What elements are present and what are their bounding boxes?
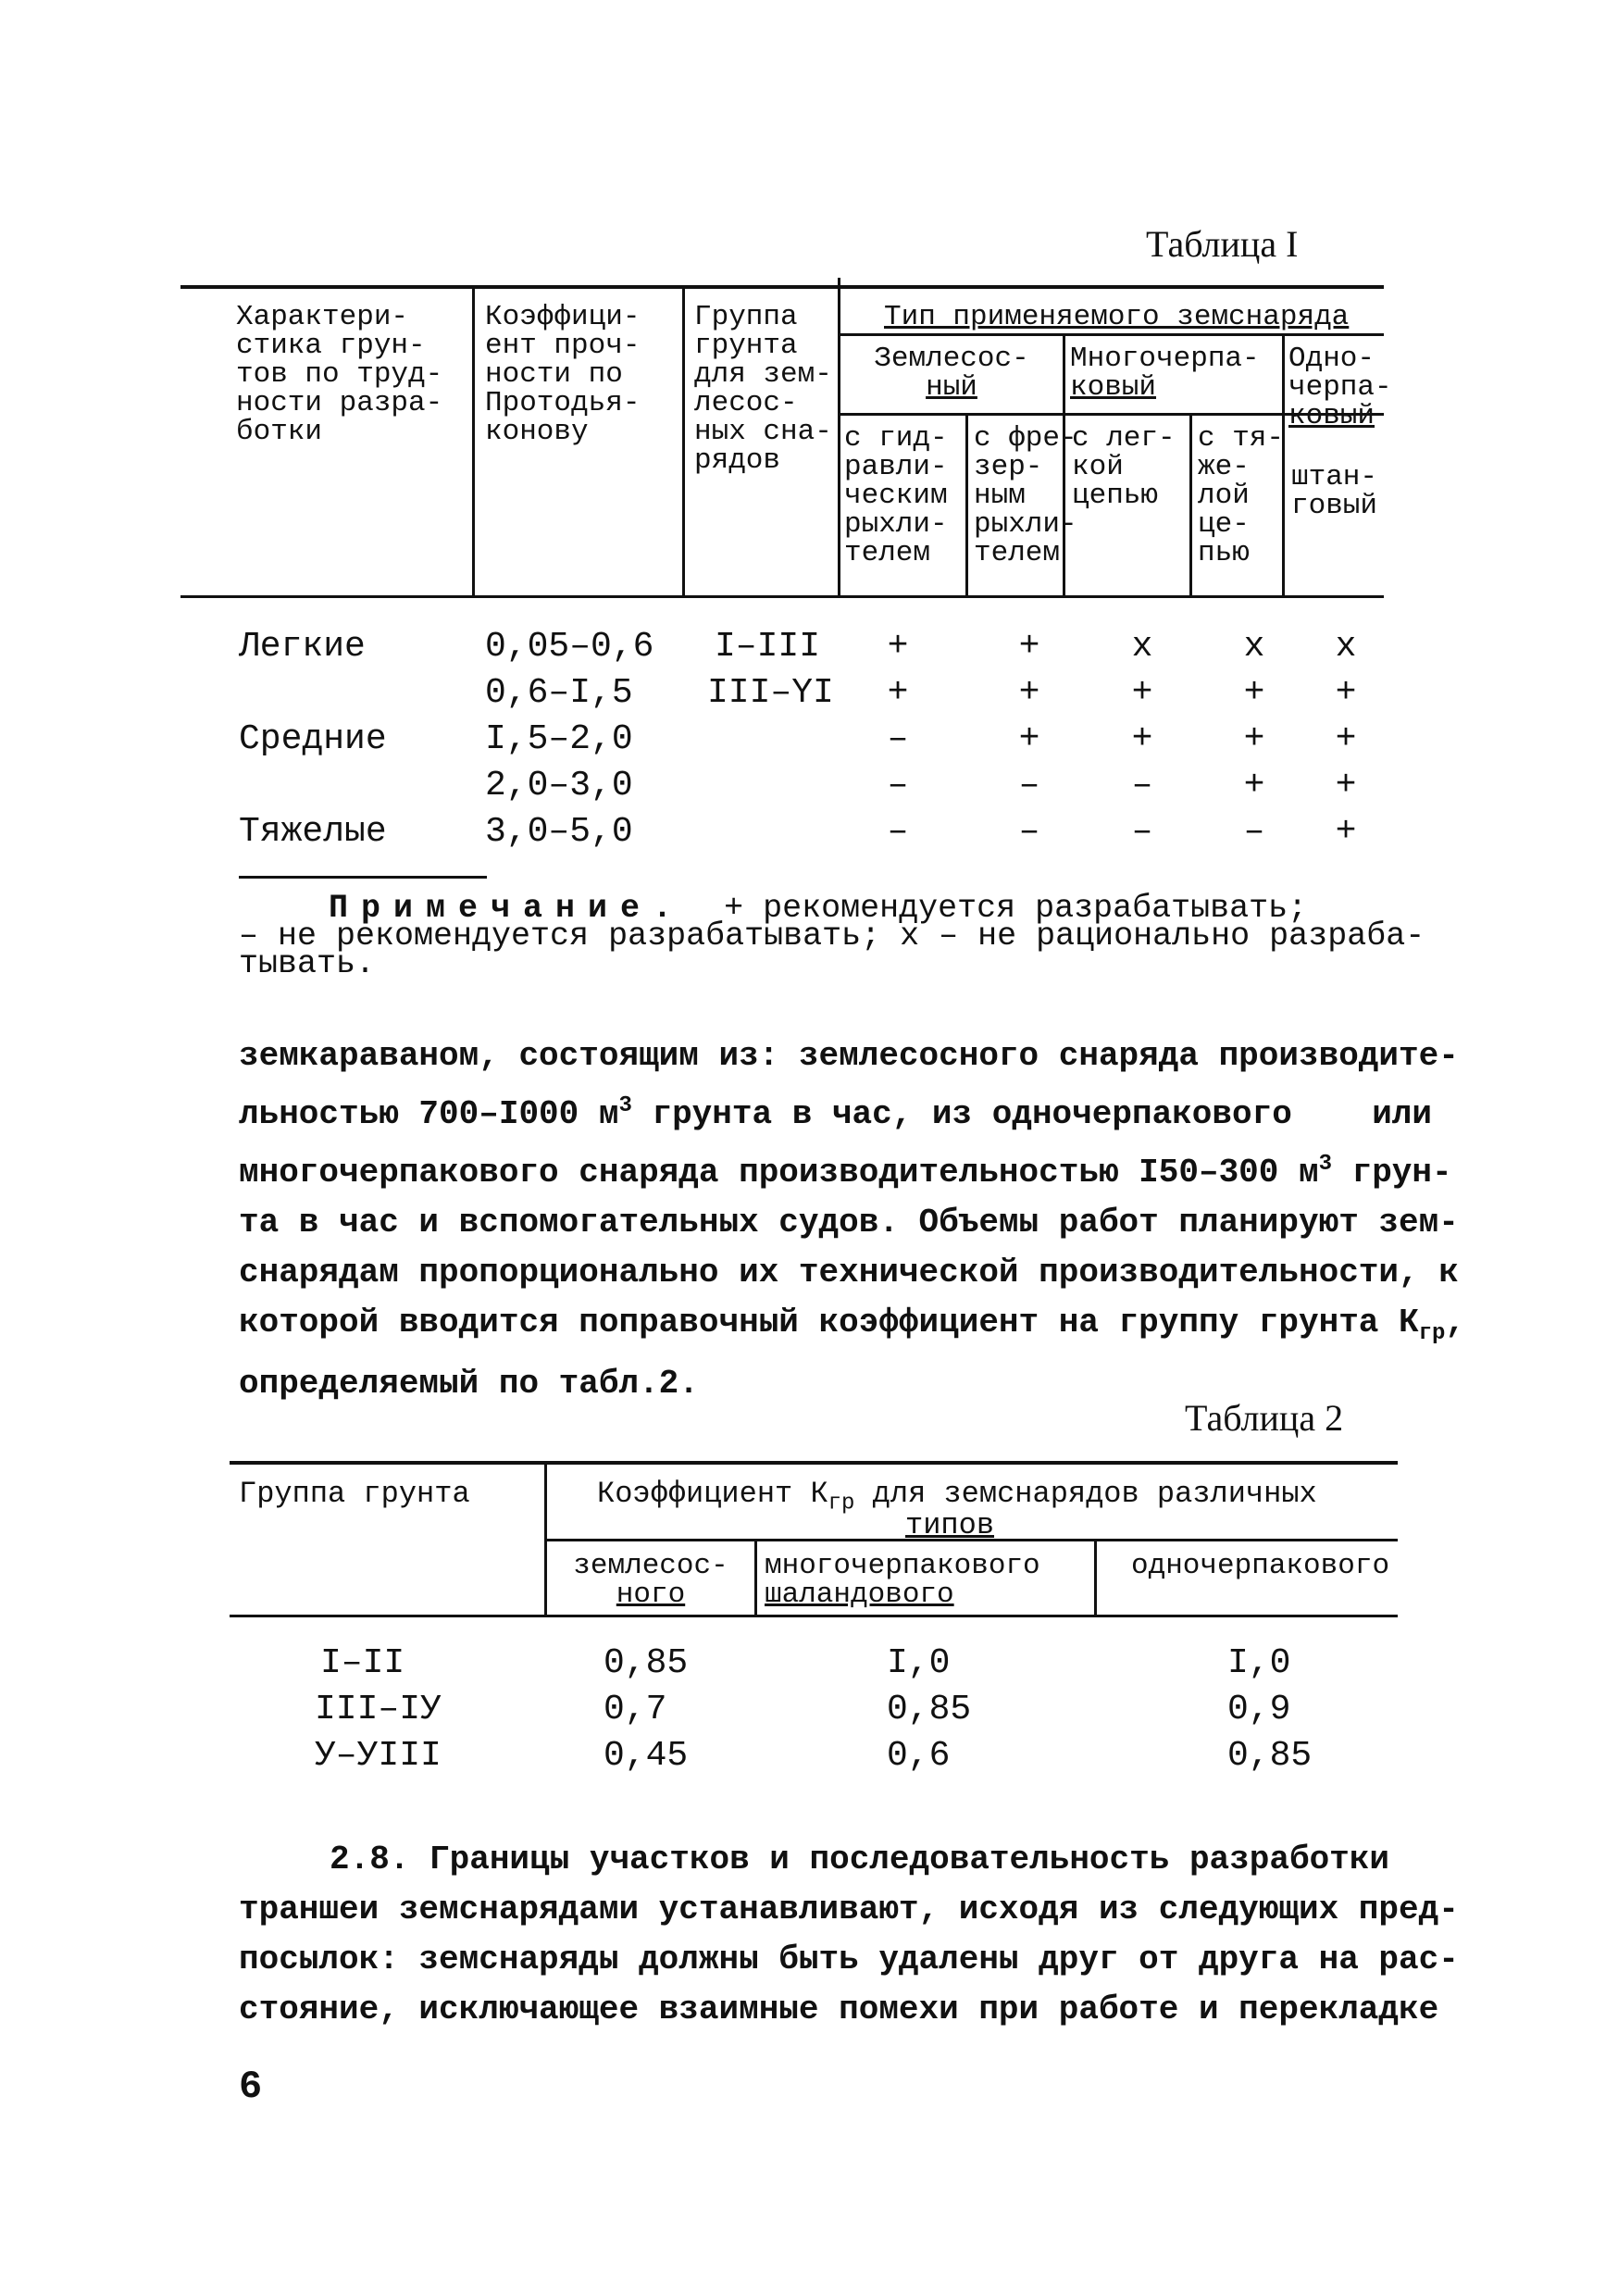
- table2-cell-single: 0,9: [1227, 1690, 1291, 1729]
- table1-dredge-type-rule: [838, 333, 1384, 336]
- table1-cell-mark: +: [1335, 766, 1357, 805]
- table1-cell-mark: +: [887, 673, 909, 713]
- paragraph-line: определяемый по табл.2.: [239, 1365, 699, 1404]
- table1-cell-group: III–YI: [707, 673, 834, 713]
- table1-cell-mark: +: [1018, 673, 1040, 713]
- table1-cell-characteristic: Легкие: [239, 627, 366, 667]
- table1-cell-coef: 0,6–I,5: [485, 673, 633, 713]
- table2-head-single-bucket: одночерпакового: [1131, 1550, 1390, 1582]
- table1-cell-mark: +: [1018, 627, 1040, 667]
- table1-cell-mark: x: [1243, 627, 1265, 667]
- table1-vline-3: [838, 278, 840, 595]
- table1-top-rule: [180, 285, 1384, 289]
- table1-head-dredge-type: Тип применяемого земснаряда: [884, 301, 1350, 333]
- table1-footnote-rule: [239, 876, 487, 879]
- paragraph-line: льностью 700–I000 $м^3$ грунта в час, из одночерпакового или: [239, 1093, 1433, 1133]
- table2-head-coefficient-types: типов: [905, 1508, 995, 1542]
- table1-header-bottom-rule: [180, 595, 1384, 598]
- table1-head-single-bucket: Одно- черпа- ковый: [1288, 343, 1392, 432]
- table2-cell-group: У–УIII: [315, 1736, 442, 1776]
- table1-cell-mark: –: [887, 719, 909, 759]
- table2-cell-group: III–IУ: [315, 1690, 442, 1729]
- table1-head-characteristic: Характери- стика грун- тов по труд- ности разра- ботки: [236, 301, 443, 448]
- paragraph-line: посылок: земснаряды должны быть удалены друг от друга на рас-: [239, 1940, 1459, 1978]
- table1-cell-coef: I,5–2,0: [485, 719, 633, 759]
- note-label: Примечание.: [329, 890, 686, 927]
- table2-head-soil-group: Группа грунта: [239, 1477, 470, 1511]
- table1-head-milling: с фре- зер- ным рыхли- телем: [974, 422, 1077, 569]
- table1-cell-mark: +: [1335, 812, 1357, 852]
- table1-cell-mark: +: [1335, 719, 1357, 759]
- table1-cell-mark: –: [1131, 812, 1153, 852]
- table1-vline-1: [472, 287, 475, 595]
- note-line-3: тывать.: [239, 945, 376, 982]
- table1-cell-mark: +: [1335, 673, 1357, 713]
- table1-caption: Таблица I: [1146, 223, 1299, 265]
- table2-cell-group: I–II: [320, 1643, 405, 1683]
- paragraph-line: траншеи земснарядами устанавливают, исходя из следующих пред-: [239, 1890, 1459, 1928]
- table1-head-rod: штан- говый: [1291, 461, 1378, 522]
- table1-cell-group: I–III: [715, 627, 821, 667]
- table2-vline-3: [1094, 1541, 1097, 1615]
- paragraph-line: та в час и вспомогательных судов. Объемы работ планируют зем-: [239, 1204, 1459, 1242]
- table2-head-suction: землесос- ного: [573, 1550, 728, 1611]
- table2-caption: Таблица 2: [1185, 1397, 1344, 1439]
- table1-vline-4: [965, 413, 968, 595]
- table2-cell-single: I,0: [1227, 1643, 1291, 1683]
- table1-cell-mark: +: [1243, 719, 1265, 759]
- table1-cell-mark: –: [1131, 766, 1153, 805]
- table1-cell-mark: –: [1018, 812, 1040, 852]
- paragraph-line: которой вводится поправочный коэффициент на группу грунта $К_{гр}$,: [239, 1304, 1466, 1347]
- table1-cell-characteristic: Тяжелые: [239, 812, 387, 852]
- paragraph-line: 2.8. Границы участков и последовательность разработки: [330, 1841, 1389, 1878]
- table2-cell-multi: I,0: [887, 1643, 951, 1683]
- paragraph-line: многочерпакового снаряда производительностью I50–300 $м^3$ грун-: [239, 1152, 1452, 1192]
- table1-head-light-chain: с лег- кой цепью: [1072, 422, 1176, 512]
- table1-cell-mark: +: [1131, 719, 1153, 759]
- paragraph-line: стояние, исключающее взаимные помехи при работе и перекладке: [239, 1990, 1439, 2028]
- table1-head-heavy-chain: с тя- же- лой це- пью: [1198, 422, 1285, 569]
- table2-head-multi-bucket: многочерпакового шаландового: [765, 1550, 1040, 1611]
- table1-cell-mark: x: [1131, 627, 1153, 667]
- table1-cell-coef: 3,0–5,0: [485, 812, 633, 852]
- table1-cell-mark: +: [1131, 673, 1153, 713]
- table2-cell-suction: 0,45: [604, 1736, 689, 1776]
- table1-cell-mark: –: [1018, 766, 1040, 805]
- table1-cell-mark: x: [1335, 627, 1357, 667]
- table2-header-bottom-rule: [230, 1615, 1398, 1617]
- table2-vline-1: [544, 1463, 547, 1615]
- table1-cell-mark: –: [1243, 812, 1265, 852]
- table2-cell-single: 0,85: [1227, 1736, 1313, 1776]
- table1-cell-coef: 0,05–0,6: [485, 627, 654, 667]
- page-number: 6: [239, 2065, 263, 2109]
- table1-vline-6: [1189, 413, 1192, 595]
- table1-head-multi-bucket: Многочерпа- ковый: [1070, 343, 1260, 404]
- note-line-1: Примечание. + рекомендуется разрабатывать;: [329, 890, 1308, 927]
- table2-vline-2: [754, 1541, 757, 1615]
- body-paragraph-1: [239, 1031, 1466, 1409]
- table2-cell-multi: 0,85: [887, 1690, 972, 1729]
- table1-cell-characteristic: Средние: [239, 719, 387, 759]
- table1-vline-2: [682, 287, 685, 595]
- table1-cell-mark: –: [887, 766, 909, 805]
- table1-cell-mark: +: [887, 627, 909, 667]
- table2-head-coefficient: Коэффициент $К_{гр}$ для земснарядов различных: [597, 1477, 1317, 1516]
- table1-cell-mark: +: [1018, 719, 1040, 759]
- table1-cell-mark: +: [1243, 766, 1265, 805]
- body-paragraph-2: [239, 1835, 1459, 2035]
- table1-head-suction: Землесос- ный: [874, 343, 1029, 404]
- table1-cell-mark: +: [1243, 673, 1265, 713]
- table1-cell-mark: –: [887, 812, 909, 852]
- paragraph-line: снарядам пропорционально их технической производительности, к: [239, 1254, 1459, 1292]
- table1-head-strength-coef: Коэффици- ент проч- ности по Протодья- конову: [485, 301, 641, 448]
- paragraph-line: земкараваном, состоящим из: землесосного снаряда производите-: [239, 1037, 1459, 1075]
- table1-head-hydraulic: с гид- равли- ческим рыхли- телем: [844, 422, 948, 569]
- table2-cell-suction: 0,85: [604, 1643, 689, 1683]
- note-line-2: – не рекомендуется разрабатывать; x – не рационально разраба-: [239, 917, 1425, 955]
- table1-head-soil-group: Группа грунта для зем- лесос- ных сна- рядов: [694, 301, 832, 477]
- table2-cell-multi: 0,6: [887, 1736, 951, 1776]
- table2-top-rule: [230, 1461, 1398, 1465]
- table2-cell-suction: 0,7: [604, 1690, 667, 1729]
- table1-cell-coef: 2,0–3,0: [485, 766, 633, 805]
